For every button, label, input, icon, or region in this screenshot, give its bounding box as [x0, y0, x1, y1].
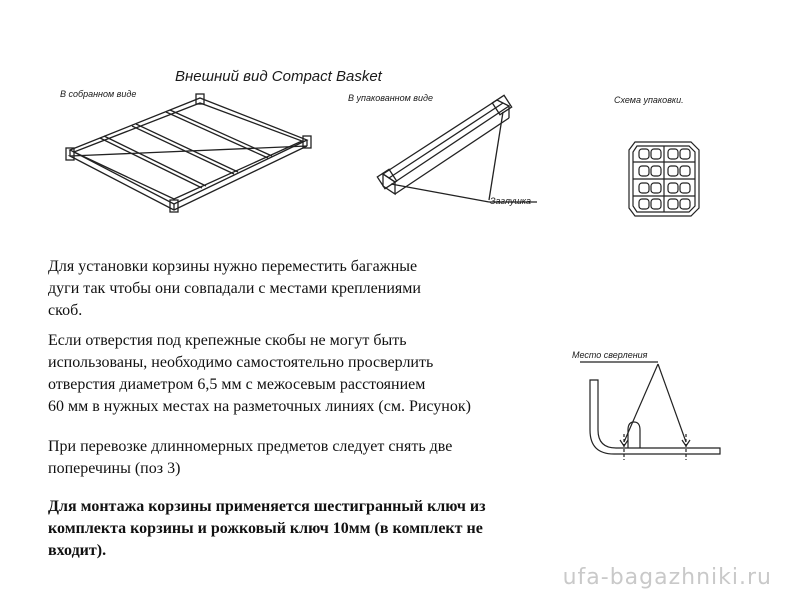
paragraph-install: Для установки корзины нужно переместить багажные дуги так чтобы они совпадали с местами креплениями скоб. — [48, 258, 421, 319]
assembled-basket-illustration — [62, 92, 322, 212]
watermark: ufa-bagazhniki.ru — [562, 565, 772, 590]
plug-label: Заглушка — [490, 196, 532, 206]
paragraph-tools: Для монтажа корзины применяется шестигранный ключ из комплекта корзины и рожковый ключ 10мм (в комплект не входит). — [48, 498, 486, 559]
assembled-caption: В собранном виде — [60, 89, 137, 99]
drill-caption: Место сверления — [572, 350, 648, 360]
scheme-caption: Схема упаковки. — [614, 95, 684, 105]
packing-scheme-illustration — [627, 140, 707, 220]
page-title: Внешний вид Compact Basket — [175, 68, 382, 85]
packed-basket-illustration — [375, 92, 545, 212]
packed-caption: В упакованном виде — [348, 93, 433, 103]
drill-place-illustration — [580, 360, 740, 470]
paragraph-drill: Если отверстия под крепежные скобы не могут быть использованы, необходимо самостоятельно просверлить отверстия диаметром 6,5 мм с межосевым расстоянием 60 мм в нужных местах на разметочных линиях (см. Рисунок) — [48, 332, 471, 415]
paragraph-transport: При перевозке длинномерных предметов следует снять две поперечины (поз 3) — [48, 438, 453, 477]
